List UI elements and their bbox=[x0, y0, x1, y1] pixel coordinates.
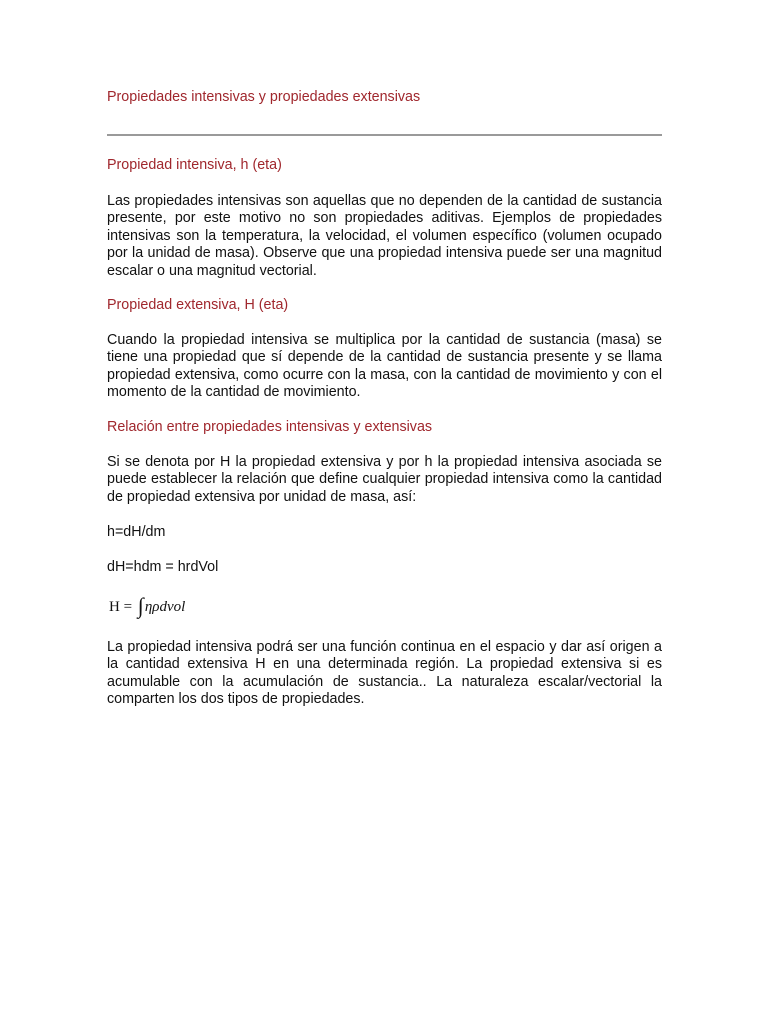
section-heading-intensive: Propiedad intensiva, h (eta) bbox=[107, 157, 282, 173]
integral-sign: ∫ bbox=[137, 593, 144, 618]
title-divider bbox=[107, 134, 662, 136]
paragraph-closing: La propiedad intensiva podrá ser una función continua en el espacio y dar así origen a la cantidad extensiva H en una determinada región. La propiedad extensiva si es acumulable con la acumulación de sustancia.. La naturaleza escalar/vectorial la comparten los dos tipos de propiedades. bbox=[107, 639, 662, 708]
formula-integrand: ηρdvol bbox=[144, 599, 186, 615]
formula-lhs: H = bbox=[109, 599, 133, 615]
section-heading-relation: Relación entre propiedades intensivas y extensivas bbox=[107, 419, 433, 435]
equation-h: h=dH/dm bbox=[107, 524, 166, 540]
equation-dH: dH=hdm = hrdVol bbox=[107, 559, 219, 575]
paragraph-relation: Si se denota por H la propiedad extensiva y por h la propiedad intensiva asociada se puede establecer la relación que define cualquier propiedad intensiva como la cantidad de propiedad extensiva por unidad de masa, así: bbox=[107, 454, 662, 505]
paragraph-intensive: Las propiedades intensivas son aquellas que no dependen de la cantidad de sustancia presente, por este motivo no son propiedades aditivas. Ejemplos de propiedades intensivas son la temperatura, la velocidad, el volumen específico (volumen ocupado por la unidad de masa). Observe que una propiedad intensiva puede ser una magnitud escalar o una magnitud vectorial. bbox=[107, 193, 662, 279]
integral-formula bbox=[109, 594, 185, 618]
paragraph-extensive: Cuando la propiedad intensiva se multiplica por la cantidad de sustancia (masa) se tiene una propiedad que sí depende de la cantidad de sustancia presente y se llama propiedad extensiva, como ocurre con la masa, con la cantidad de movimiento y con el momento de la cantidad de movimiento. bbox=[107, 332, 662, 401]
section-heading-extensive: Propiedad extensiva, H (eta) bbox=[107, 297, 289, 313]
document-title: Propiedades intensivas y propiedades extensivas bbox=[107, 89, 421, 105]
